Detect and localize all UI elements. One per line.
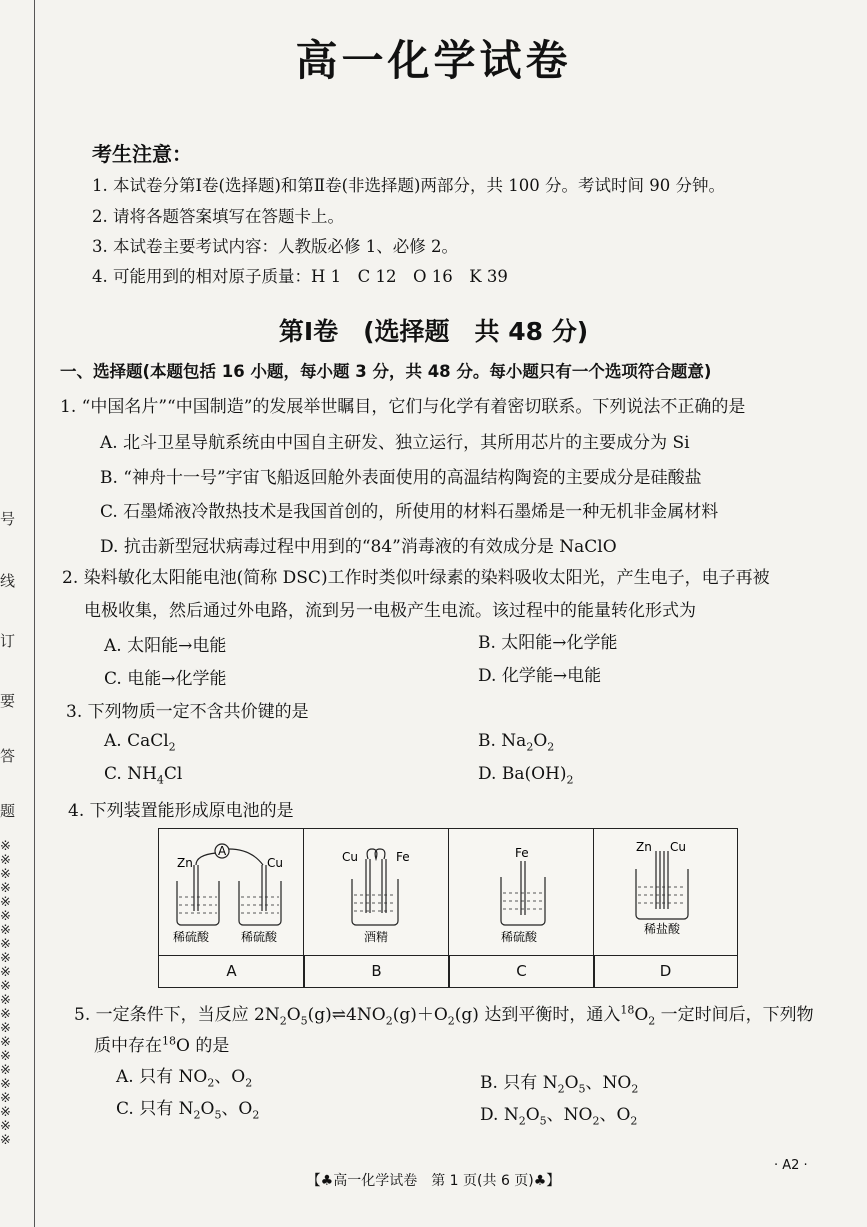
margin-char: 号 — [0, 510, 16, 528]
page-mark: · A2 · — [774, 1158, 808, 1173]
solution-label: 稀盐酸 — [644, 922, 681, 936]
apparatus-b-drawing — [304, 829, 449, 955]
q5-option-d: D. $N_2O_5$、$NO_2$、$O_2$ — [480, 1105, 638, 1128]
apparatus-b — [304, 829, 449, 955]
binding-margin-line — [34, 0, 35, 1227]
apparatus-c — [449, 829, 594, 955]
apparatus-label-d: D — [659, 962, 672, 980]
electrode-label: Zn — [177, 856, 193, 870]
part-heading: 一、选择题(本题包括 16 小题，每小题 3 分，共 48 分。每小题只有一个选项符合题意) — [60, 362, 712, 381]
q3-option-b: B. $Na_2O_2$ — [478, 731, 555, 754]
electrode-label: Cu — [267, 856, 283, 870]
section-title: 第Ⅰ卷 (选择题 共 48 分) — [278, 317, 589, 346]
apparatus-label-a: A — [226, 962, 237, 980]
electrode-label: Cu — [670, 840, 686, 854]
question-5-stem: 5. 一定条件下，当反应 $2N_2O_5(g)\rightleftharpoons 4NO_2(g)+O_2(g)$ 达到平衡时，通入$^{18}O_2$ 一定时间后，下列物 — [74, 1003, 814, 1028]
q5-option-c: C. 只有 $N_2O_5$、$O_2$ — [116, 1099, 260, 1122]
q3-option-d: D. $Ba(OH)_2$ — [478, 764, 574, 787]
q5-option-b: B. 只有 $N_2O_5$、$NO_2$ — [480, 1073, 639, 1096]
q2-option-c: C. 电能→化学能 — [104, 669, 227, 689]
apparatus-label-b: B — [371, 962, 382, 980]
apparatus-a — [159, 829, 304, 955]
notice-item: 1. 本试卷分第Ⅰ卷(选择题)和第Ⅱ卷(非选择题)两部分，共 100 分。考试时间 90 分钟。 — [92, 176, 725, 195]
apparatus-d — [594, 829, 737, 955]
q3-option-a: A. CaCl$_2$ — [104, 731, 176, 754]
electrode-label: Cu — [342, 850, 358, 864]
q2-option-a: A. 太阳能→电能 — [104, 636, 227, 656]
apparatus-a-drawing — [159, 829, 304, 955]
q1-option-a: A. 北斗卫星导航系统由中国自主研发、独立运行，其所用芯片的主要成分为 Si — [100, 433, 690, 453]
apparatus-label-row — [159, 955, 737, 988]
electrode-label: Fe — [396, 850, 410, 864]
margin-char: 订 — [0, 632, 16, 650]
question-2-stem: 2. 染料敏化太阳能电池(简称 DSC)工作时类似叶绿素的染料吸收太阳光，产生电子，电子再被 — [62, 568, 770, 588]
apparatus-c-drawing — [449, 829, 594, 955]
electrode-label: Fe — [515, 846, 529, 860]
question-4-stem: 4. 下列装置能形成原电池的是 — [68, 801, 294, 821]
margin-char: 线 — [0, 572, 16, 590]
notice-heading: 考生注意： — [92, 142, 192, 166]
margin-char: 要 — [0, 692, 16, 710]
apparatus-table — [158, 828, 738, 988]
question-1-stem: 1. “中国名片”“中国制造”的发展举世瞩目，它们与化学有着密切联系。下列说法不正确的是 — [60, 397, 746, 417]
margin-char: 答 — [0, 747, 16, 765]
q1-option-b: B. “神舟十一号”宇宙飞船返回舱外表面使用的高温结构陶瓷的主要成分是硅酸盐 — [100, 468, 702, 488]
exam-title: 高一化学试卷 — [295, 36, 572, 85]
margin-char: 题 — [0, 802, 16, 820]
notice-item: 3. 本试卷主要考试内容：人教版必修 1、必修 2。 — [92, 237, 458, 256]
electrode-label: Zn — [636, 840, 652, 854]
notice-item: 2. 请将各题答案填写在答题卡上。 — [92, 207, 344, 226]
solution-label: 稀硫酸 — [241, 930, 278, 944]
question-5-stem-cont: 质中存在$^{18}$O 的是 — [94, 1034, 230, 1056]
apparatus-label-c: C — [516, 962, 527, 980]
notice-item: 4. 可能用到的相对原子质量：H 1 C 12 O 16 K 39 — [92, 267, 508, 286]
margin-dots: ※※※※※※※※※※※※※※※※※※※※※※ — [0, 839, 10, 1148]
solution-label: 稀硫酸 — [173, 930, 210, 944]
solution-label: 稀硫酸 — [501, 930, 538, 944]
question-2-stem-cont: 电极收集，然后通过外电路，流到另一电极产生电流。该过程中的能量转化形式为 — [84, 601, 696, 621]
solution-label: 酒精 — [364, 930, 389, 944]
q5-option-a: A. 只有 $NO_2$、$O_2$ — [116, 1067, 253, 1090]
page-footer: 【♣高一化学试卷 第 1 页(共 6 页)♣】 — [306, 1173, 561, 1189]
q1-option-c: C. 石墨烯液冷散热技术是我国首创的，所使用的材料石墨烯是一种无机非金属材料 — [100, 502, 719, 522]
question-3-stem: 3. 下列物质一定不含共价键的是 — [66, 702, 309, 722]
q1-option-d: D. 抗击新型冠状病毒过程中用到的“84”消毒液的有效成分是 NaClO — [100, 537, 617, 557]
ammeter-label: A — [218, 844, 227, 858]
apparatus-d-drawing — [594, 829, 737, 955]
q3-option-c: C. $NH_4Cl$ — [104, 764, 183, 787]
q2-option-d: D. 化学能→电能 — [478, 666, 602, 686]
q2-option-b: B. 太阳能→化学能 — [478, 633, 618, 653]
